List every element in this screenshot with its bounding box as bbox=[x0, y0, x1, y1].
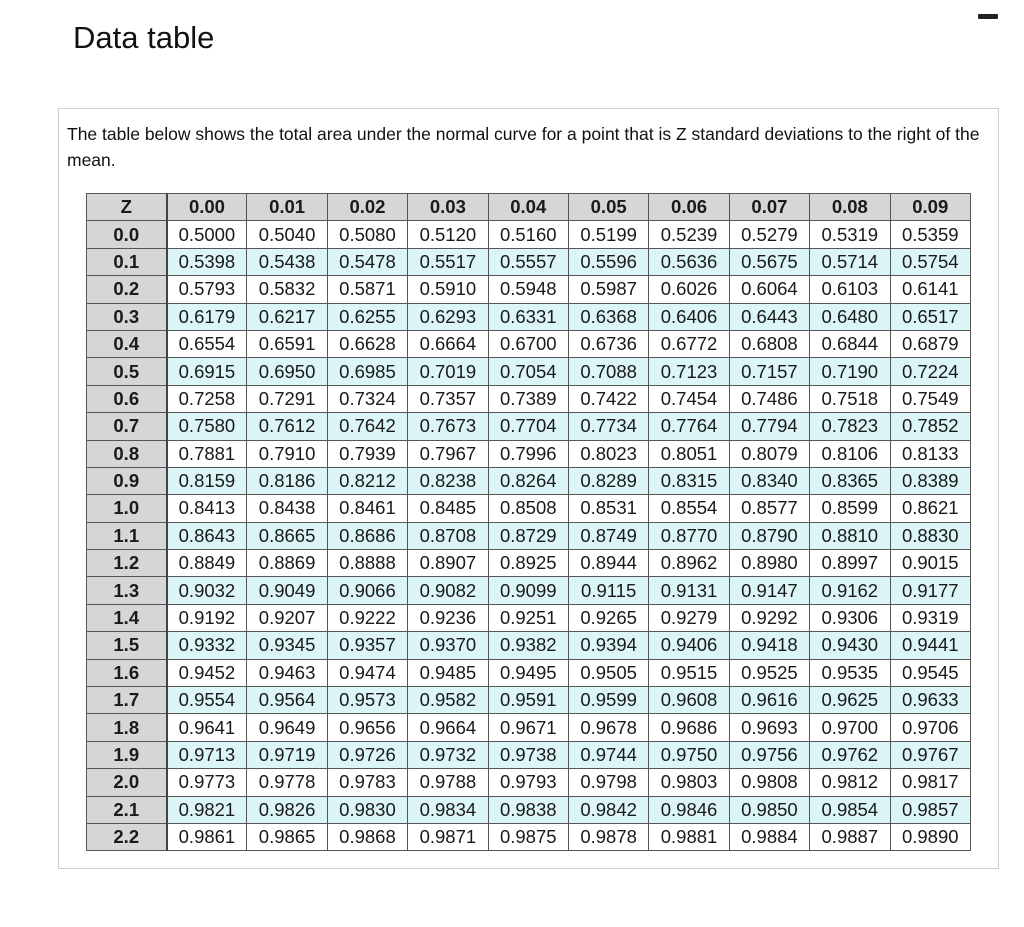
z-value-cell: 1.0 bbox=[87, 495, 167, 522]
probability-cell: 0.8869 bbox=[247, 550, 327, 577]
probability-cell: 0.6064 bbox=[729, 276, 809, 303]
probability-cell: 0.6026 bbox=[649, 276, 729, 303]
probability-cell: 0.8264 bbox=[488, 467, 568, 494]
z-value-cell: 1.6 bbox=[87, 659, 167, 686]
probability-cell: 0.9406 bbox=[649, 632, 729, 659]
probability-cell: 0.9842 bbox=[568, 796, 648, 823]
column-header: 0.03 bbox=[408, 194, 488, 221]
probability-cell: 0.6700 bbox=[488, 330, 568, 357]
probability-cell: 0.7291 bbox=[247, 385, 327, 412]
z-value-cell: 1.8 bbox=[87, 714, 167, 741]
probability-cell: 0.9131 bbox=[649, 577, 729, 604]
probability-cell: 0.7764 bbox=[649, 413, 729, 440]
probability-cell: 0.9192 bbox=[167, 604, 247, 631]
probability-cell: 0.5319 bbox=[810, 221, 890, 248]
table-row bbox=[87, 221, 971, 248]
probability-cell: 0.8849 bbox=[167, 550, 247, 577]
probability-cell: 0.6554 bbox=[167, 330, 247, 357]
table-row bbox=[87, 687, 971, 714]
table-container bbox=[86, 193, 971, 851]
probability-cell: 0.8665 bbox=[247, 522, 327, 549]
probability-cell: 0.8770 bbox=[649, 522, 729, 549]
probability-cell: 0.9582 bbox=[408, 687, 488, 714]
probability-cell: 0.7939 bbox=[327, 440, 407, 467]
probability-cell: 0.7054 bbox=[488, 358, 568, 385]
probability-cell: 0.5000 bbox=[167, 221, 247, 248]
probability-cell: 0.5636 bbox=[649, 248, 729, 275]
probability-cell: 0.8079 bbox=[729, 440, 809, 467]
probability-cell: 0.9066 bbox=[327, 577, 407, 604]
probability-cell: 0.9616 bbox=[729, 687, 809, 714]
probability-cell: 0.7324 bbox=[327, 385, 407, 412]
probability-cell: 0.5596 bbox=[568, 248, 648, 275]
probability-cell: 0.9292 bbox=[729, 604, 809, 631]
probability-cell: 0.7642 bbox=[327, 413, 407, 440]
probability-cell: 0.8289 bbox=[568, 467, 648, 494]
probability-cell: 0.6844 bbox=[810, 330, 890, 357]
column-header: 0.09 bbox=[890, 194, 970, 221]
probability-cell: 0.9591 bbox=[488, 687, 568, 714]
probability-cell: 0.9826 bbox=[247, 796, 327, 823]
probability-cell: 0.9505 bbox=[568, 659, 648, 686]
probability-cell: 0.9732 bbox=[408, 741, 488, 768]
probability-cell: 0.7157 bbox=[729, 358, 809, 385]
minimize-button[interactable] bbox=[978, 14, 998, 19]
probability-cell: 0.9778 bbox=[247, 769, 327, 796]
probability-cell: 0.7357 bbox=[408, 385, 488, 412]
z-value-cell: 2.2 bbox=[87, 823, 167, 850]
column-header: 0.00 bbox=[167, 194, 247, 221]
probability-cell: 0.9812 bbox=[810, 769, 890, 796]
z-value-cell: 1.9 bbox=[87, 741, 167, 768]
table-row bbox=[87, 303, 971, 330]
probability-cell: 0.5793 bbox=[167, 276, 247, 303]
probability-cell: 0.9535 bbox=[810, 659, 890, 686]
probability-cell: 0.8413 bbox=[167, 495, 247, 522]
probability-cell: 0.6879 bbox=[890, 330, 970, 357]
probability-cell: 0.9767 bbox=[890, 741, 970, 768]
z-value-cell: 0.3 bbox=[87, 303, 167, 330]
probability-cell: 0.6443 bbox=[729, 303, 809, 330]
probability-cell: 0.9236 bbox=[408, 604, 488, 631]
page-title: Data table bbox=[73, 20, 215, 55]
probability-cell: 0.9573 bbox=[327, 687, 407, 714]
table-row bbox=[87, 440, 971, 467]
probability-cell: 0.6517 bbox=[890, 303, 970, 330]
probability-cell: 0.7612 bbox=[247, 413, 327, 440]
probability-cell: 0.9625 bbox=[810, 687, 890, 714]
probability-cell: 0.7881 bbox=[167, 440, 247, 467]
probability-cell: 0.6103 bbox=[810, 276, 890, 303]
probability-cell: 0.9608 bbox=[649, 687, 729, 714]
probability-cell: 0.7454 bbox=[649, 385, 729, 412]
table-row bbox=[87, 385, 971, 412]
probability-cell: 0.9082 bbox=[408, 577, 488, 604]
probability-cell: 0.9878 bbox=[568, 823, 648, 850]
probability-cell: 0.9633 bbox=[890, 687, 970, 714]
table-row bbox=[87, 796, 971, 823]
probability-cell: 0.6808 bbox=[729, 330, 809, 357]
probability-cell: 0.5478 bbox=[327, 248, 407, 275]
probability-cell: 0.9762 bbox=[810, 741, 890, 768]
probability-cell: 0.9821 bbox=[167, 796, 247, 823]
probability-cell: 0.7823 bbox=[810, 413, 890, 440]
probability-cell: 0.5910 bbox=[408, 276, 488, 303]
probability-cell: 0.9357 bbox=[327, 632, 407, 659]
probability-cell: 0.8389 bbox=[890, 467, 970, 494]
z-value-cell: 2.0 bbox=[87, 769, 167, 796]
probability-cell: 0.5871 bbox=[327, 276, 407, 303]
probability-cell: 0.8186 bbox=[247, 467, 327, 494]
probability-cell: 0.9861 bbox=[167, 823, 247, 850]
probability-cell: 0.9793 bbox=[488, 769, 568, 796]
table-row bbox=[87, 577, 971, 604]
z-value-cell: 1.4 bbox=[87, 604, 167, 631]
probability-cell: 0.7734 bbox=[568, 413, 648, 440]
probability-cell: 0.5398 bbox=[167, 248, 247, 275]
probability-cell: 0.9678 bbox=[568, 714, 648, 741]
probability-cell: 0.8749 bbox=[568, 522, 648, 549]
table-row bbox=[87, 495, 971, 522]
probability-cell: 0.9306 bbox=[810, 604, 890, 631]
probability-cell: 0.8643 bbox=[167, 522, 247, 549]
table-row bbox=[87, 358, 971, 385]
probability-cell: 0.7486 bbox=[729, 385, 809, 412]
probability-cell: 0.5948 bbox=[488, 276, 568, 303]
probability-cell: 0.8023 bbox=[568, 440, 648, 467]
probability-cell: 0.8106 bbox=[810, 440, 890, 467]
probability-cell: 0.7910 bbox=[247, 440, 327, 467]
probability-cell: 0.9706 bbox=[890, 714, 970, 741]
probability-cell: 0.6255 bbox=[327, 303, 407, 330]
probability-cell: 0.6628 bbox=[327, 330, 407, 357]
probability-cell: 0.8980 bbox=[729, 550, 809, 577]
probability-cell: 0.9830 bbox=[327, 796, 407, 823]
probability-cell: 0.9686 bbox=[649, 714, 729, 741]
probability-cell: 0.9265 bbox=[568, 604, 648, 631]
z-table bbox=[86, 193, 971, 851]
probability-cell: 0.5040 bbox=[247, 221, 327, 248]
probability-cell: 0.8790 bbox=[729, 522, 809, 549]
probability-cell: 0.7704 bbox=[488, 413, 568, 440]
probability-cell: 0.7123 bbox=[649, 358, 729, 385]
probability-cell: 0.7224 bbox=[890, 358, 970, 385]
probability-cell: 0.9441 bbox=[890, 632, 970, 659]
column-header: 0.02 bbox=[327, 194, 407, 221]
probability-cell: 0.5120 bbox=[408, 221, 488, 248]
probability-cell: 0.8554 bbox=[649, 495, 729, 522]
z-value-cell: 0.4 bbox=[87, 330, 167, 357]
probability-cell: 0.8485 bbox=[408, 495, 488, 522]
table-row bbox=[87, 522, 971, 549]
probability-cell: 0.9147 bbox=[729, 577, 809, 604]
probability-cell: 0.9788 bbox=[408, 769, 488, 796]
probability-cell: 0.9664 bbox=[408, 714, 488, 741]
z-value-cell: 1.1 bbox=[87, 522, 167, 549]
table-row bbox=[87, 550, 971, 577]
probability-cell: 0.9884 bbox=[729, 823, 809, 850]
probability-cell: 0.9881 bbox=[649, 823, 729, 850]
probability-cell: 0.9599 bbox=[568, 687, 648, 714]
probability-cell: 0.5832 bbox=[247, 276, 327, 303]
probability-cell: 0.7389 bbox=[488, 385, 568, 412]
probability-cell: 0.9838 bbox=[488, 796, 568, 823]
probability-cell: 0.9817 bbox=[890, 769, 970, 796]
probability-cell: 0.6141 bbox=[890, 276, 970, 303]
z-value-cell: 0.9 bbox=[87, 467, 167, 494]
probability-cell: 0.9857 bbox=[890, 796, 970, 823]
probability-cell: 0.5438 bbox=[247, 248, 327, 275]
probability-cell: 0.9515 bbox=[649, 659, 729, 686]
probability-cell: 0.9162 bbox=[810, 577, 890, 604]
probability-cell: 0.8810 bbox=[810, 522, 890, 549]
probability-cell: 0.9773 bbox=[167, 769, 247, 796]
probability-cell: 0.6406 bbox=[649, 303, 729, 330]
table-row bbox=[87, 604, 971, 631]
probability-cell: 0.9798 bbox=[568, 769, 648, 796]
probability-cell: 0.9719 bbox=[247, 741, 327, 768]
table-row bbox=[87, 659, 971, 686]
probability-cell: 0.8133 bbox=[890, 440, 970, 467]
probability-cell: 0.7019 bbox=[408, 358, 488, 385]
table-row bbox=[87, 769, 971, 796]
probability-cell: 0.9744 bbox=[568, 741, 648, 768]
probability-cell: 0.9474 bbox=[327, 659, 407, 686]
probability-cell: 0.5675 bbox=[729, 248, 809, 275]
probability-cell: 0.9656 bbox=[327, 714, 407, 741]
z-value-cell: 0.2 bbox=[87, 276, 167, 303]
probability-cell: 0.7088 bbox=[568, 358, 648, 385]
probability-cell: 0.8621 bbox=[890, 495, 970, 522]
probability-cell: 0.7996 bbox=[488, 440, 568, 467]
z-value-cell: 0.5 bbox=[87, 358, 167, 385]
probability-cell: 0.9871 bbox=[408, 823, 488, 850]
probability-cell: 0.9887 bbox=[810, 823, 890, 850]
probability-cell: 0.8599 bbox=[810, 495, 890, 522]
probability-cell: 0.7794 bbox=[729, 413, 809, 440]
probability-cell: 0.9452 bbox=[167, 659, 247, 686]
table-row bbox=[87, 741, 971, 768]
probability-cell: 0.9854 bbox=[810, 796, 890, 823]
probability-cell: 0.9545 bbox=[890, 659, 970, 686]
probability-cell: 0.7518 bbox=[810, 385, 890, 412]
probability-cell: 0.9564 bbox=[247, 687, 327, 714]
z-value-cell: 2.1 bbox=[87, 796, 167, 823]
column-header: 0.01 bbox=[247, 194, 327, 221]
probability-cell: 0.6915 bbox=[167, 358, 247, 385]
probability-cell: 0.6664 bbox=[408, 330, 488, 357]
probability-cell: 0.9099 bbox=[488, 577, 568, 604]
probability-cell: 0.9641 bbox=[167, 714, 247, 741]
probability-cell: 0.6772 bbox=[649, 330, 729, 357]
table-row bbox=[87, 632, 971, 659]
probability-cell: 0.6293 bbox=[408, 303, 488, 330]
probability-cell: 0.7673 bbox=[408, 413, 488, 440]
probability-cell: 0.5080 bbox=[327, 221, 407, 248]
probability-cell: 0.8461 bbox=[327, 495, 407, 522]
probability-cell: 0.6736 bbox=[568, 330, 648, 357]
probability-cell: 0.9115 bbox=[568, 577, 648, 604]
probability-cell: 0.9319 bbox=[890, 604, 970, 631]
probability-cell: 0.7422 bbox=[568, 385, 648, 412]
probability-cell: 0.9834 bbox=[408, 796, 488, 823]
probability-cell: 0.8907 bbox=[408, 550, 488, 577]
column-header: 0.05 bbox=[568, 194, 648, 221]
probability-cell: 0.5160 bbox=[488, 221, 568, 248]
probability-cell: 0.9756 bbox=[729, 741, 809, 768]
probability-cell: 0.9808 bbox=[729, 769, 809, 796]
probability-cell: 0.9713 bbox=[167, 741, 247, 768]
probability-cell: 0.8340 bbox=[729, 467, 809, 494]
probability-cell: 0.6591 bbox=[247, 330, 327, 357]
probability-cell: 0.9370 bbox=[408, 632, 488, 659]
z-value-cell: 1.2 bbox=[87, 550, 167, 577]
probability-cell: 0.9525 bbox=[729, 659, 809, 686]
probability-cell: 0.9332 bbox=[167, 632, 247, 659]
z-value-cell: 0.6 bbox=[87, 385, 167, 412]
probability-cell: 0.8051 bbox=[649, 440, 729, 467]
probability-cell: 0.9803 bbox=[649, 769, 729, 796]
probability-cell: 0.9671 bbox=[488, 714, 568, 741]
probability-cell: 0.5199 bbox=[568, 221, 648, 248]
z-value-cell: 0.1 bbox=[87, 248, 167, 275]
probability-cell: 0.9015 bbox=[890, 550, 970, 577]
table-body bbox=[87, 221, 971, 851]
probability-cell: 0.9783 bbox=[327, 769, 407, 796]
probability-cell: 0.8577 bbox=[729, 495, 809, 522]
table-row bbox=[87, 467, 971, 494]
probability-cell: 0.8925 bbox=[488, 550, 568, 577]
probability-cell: 0.8729 bbox=[488, 522, 568, 549]
table-row bbox=[87, 413, 971, 440]
probability-cell: 0.6331 bbox=[488, 303, 568, 330]
header-row bbox=[87, 194, 971, 221]
probability-cell: 0.9890 bbox=[890, 823, 970, 850]
probability-cell: 0.9750 bbox=[649, 741, 729, 768]
column-header: 0.04 bbox=[488, 194, 568, 221]
probability-cell: 0.7580 bbox=[167, 413, 247, 440]
probability-cell: 0.9251 bbox=[488, 604, 568, 631]
probability-cell: 0.9554 bbox=[167, 687, 247, 714]
table-row bbox=[87, 714, 971, 741]
probability-cell: 0.6217 bbox=[247, 303, 327, 330]
z-value-cell: 1.3 bbox=[87, 577, 167, 604]
probability-cell: 0.9463 bbox=[247, 659, 327, 686]
probability-cell: 0.9846 bbox=[649, 796, 729, 823]
column-header: 0.07 bbox=[729, 194, 809, 221]
probability-cell: 0.5359 bbox=[890, 221, 970, 248]
probability-cell: 0.9430 bbox=[810, 632, 890, 659]
probability-cell: 0.5714 bbox=[810, 248, 890, 275]
probability-cell: 0.9495 bbox=[488, 659, 568, 686]
probability-cell: 0.8888 bbox=[327, 550, 407, 577]
probability-cell: 0.8315 bbox=[649, 467, 729, 494]
probability-cell: 0.7190 bbox=[810, 358, 890, 385]
probability-cell: 0.7549 bbox=[890, 385, 970, 412]
probability-cell: 0.6985 bbox=[327, 358, 407, 385]
z-value-cell: 0.8 bbox=[87, 440, 167, 467]
probability-cell: 0.8830 bbox=[890, 522, 970, 549]
probability-cell: 0.9738 bbox=[488, 741, 568, 768]
data-table-panel[interactable] bbox=[58, 108, 999, 869]
probability-cell: 0.6368 bbox=[568, 303, 648, 330]
probability-cell: 0.7852 bbox=[890, 413, 970, 440]
probability-cell: 0.9865 bbox=[247, 823, 327, 850]
probability-cell: 0.6950 bbox=[247, 358, 327, 385]
probability-cell: 0.5517 bbox=[408, 248, 488, 275]
probability-cell: 0.9868 bbox=[327, 823, 407, 850]
table-row bbox=[87, 823, 971, 850]
probability-cell: 0.9726 bbox=[327, 741, 407, 768]
probability-cell: 0.9875 bbox=[488, 823, 568, 850]
probability-cell: 0.5557 bbox=[488, 248, 568, 275]
probability-cell: 0.8531 bbox=[568, 495, 648, 522]
table-description: The table below shows the total area under the normal curve for a point that is Z standard deviations to the right of the mean. bbox=[67, 124, 980, 170]
probability-cell: 0.9279 bbox=[649, 604, 729, 631]
probability-cell: 0.8159 bbox=[167, 467, 247, 494]
table-row bbox=[87, 330, 971, 357]
table-row bbox=[87, 248, 971, 275]
probability-cell: 0.9693 bbox=[729, 714, 809, 741]
probability-cell: 0.5239 bbox=[649, 221, 729, 248]
z-value-cell: 1.7 bbox=[87, 687, 167, 714]
probability-cell: 0.5987 bbox=[568, 276, 648, 303]
table-row bbox=[87, 276, 971, 303]
z-column-header: Z bbox=[87, 194, 167, 221]
probability-cell: 0.9485 bbox=[408, 659, 488, 686]
probability-cell: 0.8997 bbox=[810, 550, 890, 577]
z-value-cell: 1.5 bbox=[87, 632, 167, 659]
probability-cell: 0.9649 bbox=[247, 714, 327, 741]
column-header: 0.08 bbox=[810, 194, 890, 221]
probability-cell: 0.8508 bbox=[488, 495, 568, 522]
probability-cell: 0.9032 bbox=[167, 577, 247, 604]
probability-cell: 0.9382 bbox=[488, 632, 568, 659]
probability-cell: 0.9345 bbox=[247, 632, 327, 659]
probability-cell: 0.6480 bbox=[810, 303, 890, 330]
probability-cell: 0.8238 bbox=[408, 467, 488, 494]
probability-cell: 0.5279 bbox=[729, 221, 809, 248]
z-value-cell: 0.7 bbox=[87, 413, 167, 440]
probability-cell: 0.7967 bbox=[408, 440, 488, 467]
probability-cell: 0.8686 bbox=[327, 522, 407, 549]
probability-cell: 0.9049 bbox=[247, 577, 327, 604]
probability-cell: 0.7258 bbox=[167, 385, 247, 412]
probability-cell: 0.8438 bbox=[247, 495, 327, 522]
probability-cell: 0.8962 bbox=[649, 550, 729, 577]
probability-cell: 0.9207 bbox=[247, 604, 327, 631]
probability-cell: 0.6179 bbox=[167, 303, 247, 330]
column-header: 0.06 bbox=[649, 194, 729, 221]
probability-cell: 0.9177 bbox=[890, 577, 970, 604]
probability-cell: 0.9850 bbox=[729, 796, 809, 823]
probability-cell: 0.8365 bbox=[810, 467, 890, 494]
probability-cell: 0.8708 bbox=[408, 522, 488, 549]
probability-cell: 0.9394 bbox=[568, 632, 648, 659]
probability-cell: 0.8212 bbox=[327, 467, 407, 494]
probability-cell: 0.9222 bbox=[327, 604, 407, 631]
probability-cell: 0.8944 bbox=[568, 550, 648, 577]
z-value-cell: 0.0 bbox=[87, 221, 167, 248]
probability-cell: 0.9700 bbox=[810, 714, 890, 741]
probability-cell: 0.5754 bbox=[890, 248, 970, 275]
probability-cell: 0.9418 bbox=[729, 632, 809, 659]
